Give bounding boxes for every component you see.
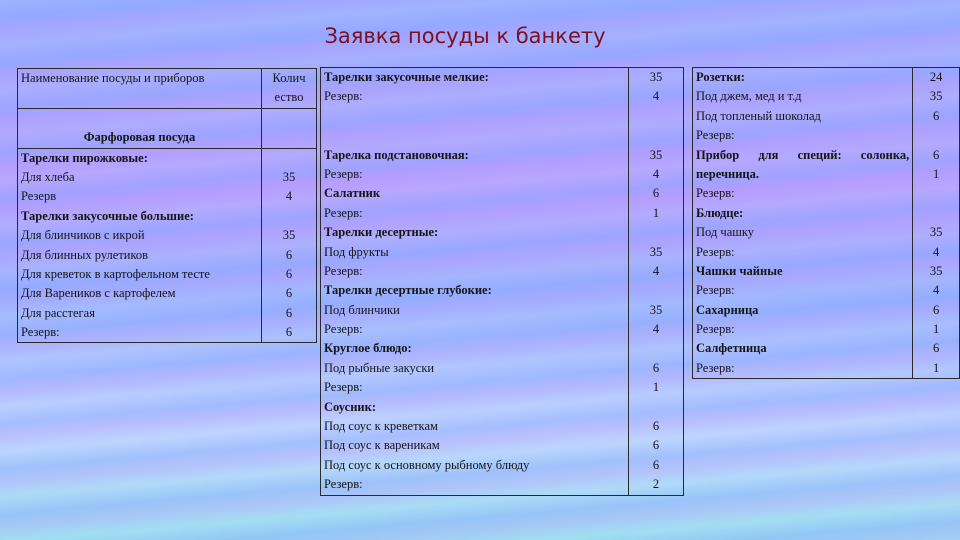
item-name: Резерв: — [324, 263, 363, 278]
page-title: Заявка посуды к банкету — [324, 24, 606, 48]
item-name: Резерв: — [696, 322, 735, 337]
item-qty: 6 — [652, 186, 660, 201]
item-qty: 2 — [652, 477, 660, 492]
item-name: Резерв: — [324, 380, 363, 395]
item-name: Резерв: — [324, 166, 363, 181]
item-name: Розетки: — [696, 70, 745, 84]
item-qty: 6 — [285, 266, 293, 281]
dishes-table-porcelain — [17, 68, 317, 343]
table-row — [18, 108, 317, 148]
item-qty: 1 — [652, 205, 660, 220]
item-qty: 6 — [285, 325, 293, 340]
item-qty: 35 — [649, 302, 663, 317]
items-cell — [693, 68, 913, 379]
item-qty — [632, 281, 680, 300]
item-qty — [632, 223, 680, 242]
item-name: Под рыбные закуски — [324, 360, 435, 375]
item-qty: 6 — [652, 419, 660, 434]
item-qty: 6 — [652, 438, 660, 453]
item-qty: 6 — [933, 108, 940, 123]
section-cell — [18, 108, 262, 148]
item-qty: 1 — [933, 322, 940, 337]
item-qty: 4 — [652, 89, 660, 104]
item-qty: 35 — [282, 228, 296, 243]
item-name: Тарелки закусочные большие: — [21, 208, 194, 223]
section-title: Фарфоровая посуда — [83, 130, 196, 145]
item-name: Тарелки десертные: — [324, 225, 439, 240]
item-qty — [632, 126, 680, 145]
qty-cell — [913, 68, 960, 379]
item-qty — [916, 204, 956, 223]
item-qty: 24 — [929, 70, 943, 84]
header-qty-line-1: Колич — [272, 71, 306, 85]
item-name: Тарелка подстановочная: — [324, 147, 469, 162]
item-name: Резерв — [21, 189, 57, 204]
item-qty: 35 — [929, 89, 943, 104]
header-name: Наименование посуды и приборов — [21, 71, 205, 85]
item-name: Сахарница — [696, 302, 759, 317]
item-qty: 35 — [929, 263, 943, 278]
header-name-cell — [18, 69, 262, 109]
item-qty — [632, 107, 680, 126]
table-header-row — [18, 69, 317, 109]
header-spacer — [21, 88, 258, 107]
table-row — [18, 148, 317, 343]
item-qty: 4 — [652, 166, 660, 181]
dishes-table-right — [692, 67, 960, 379]
item-name: Резерв: — [696, 186, 735, 201]
item-qty: 4 — [285, 189, 293, 204]
item-name: перечница. — [696, 166, 759, 181]
item-qty: 1 — [933, 166, 940, 181]
item-qty — [632, 339, 680, 358]
item-qty: 6 — [933, 341, 940, 356]
item-name: Для блинных рулетиков — [21, 247, 149, 262]
item-name: Для креветок в картофельном тесте — [21, 266, 210, 281]
item-name: Резерв: — [696, 244, 735, 259]
item-qty: 1 — [933, 360, 940, 375]
item-name: Соусник: — [324, 399, 376, 414]
item-name: Тарелки десертные глубокие: — [324, 283, 492, 298]
items-cell — [321, 68, 629, 496]
items-cell — [18, 148, 262, 343]
item-qty: 4 — [652, 263, 660, 278]
item-qty — [632, 398, 680, 417]
item-name — [324, 126, 625, 145]
item-name: Для Вареников с картофелем — [21, 286, 176, 301]
item-qty: 6 — [285, 286, 293, 301]
item-qty: 4 — [933, 283, 940, 298]
item-qty: 35 — [649, 244, 663, 259]
header-qty-cell — [262, 69, 317, 109]
item-name: Резерв: — [324, 477, 363, 492]
item-name: Для хлеба — [21, 169, 75, 184]
item-qty — [265, 207, 313, 226]
table-row — [321, 68, 684, 496]
item-name: Тарелки пирожковые: — [21, 150, 148, 165]
item-qty: 6 — [933, 302, 940, 317]
item-name: Под чашку — [696, 225, 755, 240]
item-qty: 35 — [282, 169, 296, 184]
item-name: Резерв: — [324, 205, 363, 220]
item-name: Резерв: — [324, 89, 363, 104]
item-name: Для блинчиков с икрой — [21, 228, 145, 243]
item-qty: 6 — [652, 360, 660, 375]
item-qty: 35 — [929, 225, 943, 240]
item-name — [324, 107, 625, 126]
item-name: Чашки чайные — [696, 263, 783, 278]
item-qty: 6 — [285, 247, 293, 262]
item-name: Резерв: — [696, 360, 735, 375]
item-qty: 1 — [652, 380, 660, 395]
item-name: Под соус к креветкам — [324, 419, 438, 434]
item-name: Салатник — [324, 186, 381, 201]
item-name: Для расстегая — [21, 305, 95, 320]
header-qty-line-2: ество — [274, 90, 304, 105]
item-qty: 6 — [652, 457, 660, 472]
qty-cell — [629, 68, 684, 496]
item-name: Круглое блюдо: — [324, 341, 412, 356]
item-name: Под джем, мед и т.д — [696, 89, 802, 104]
item-name: Резерв: — [324, 322, 363, 337]
item-name: Тарелки закусочные мелкие: — [324, 70, 489, 84]
item-name: Под топленый шоколад — [696, 108, 821, 123]
item-name: Резерв: — [21, 325, 60, 340]
item-name: Салфетница — [696, 341, 767, 356]
item-qty — [916, 126, 956, 145]
item-name: Под блинчики — [324, 302, 400, 317]
item-name: Прибор для специй: солонка, — [696, 147, 910, 162]
item-qty: 6 — [285, 305, 293, 320]
item-name: Резерв: — [696, 283, 735, 298]
item-qty: 4 — [652, 322, 660, 337]
item-name: Резерв: — [696, 128, 735, 143]
item-qty: 35 — [649, 147, 663, 162]
qty-cell — [262, 148, 317, 343]
item-name: Под соус к основному рыбному блюду — [324, 457, 530, 472]
dishes-table-middle — [320, 67, 684, 496]
item-name: Под соус к вареникам — [324, 438, 440, 453]
table-row — [693, 68, 960, 379]
section-qty-cell — [262, 108, 317, 148]
item-name: Под фрукты — [324, 244, 389, 259]
item-qty — [916, 184, 956, 203]
item-qty: 35 — [649, 70, 663, 84]
item-qty: 4 — [933, 244, 940, 259]
item-qty — [265, 149, 313, 168]
item-name: Блюдце: — [696, 205, 744, 220]
item-qty: 6 — [933, 147, 940, 162]
